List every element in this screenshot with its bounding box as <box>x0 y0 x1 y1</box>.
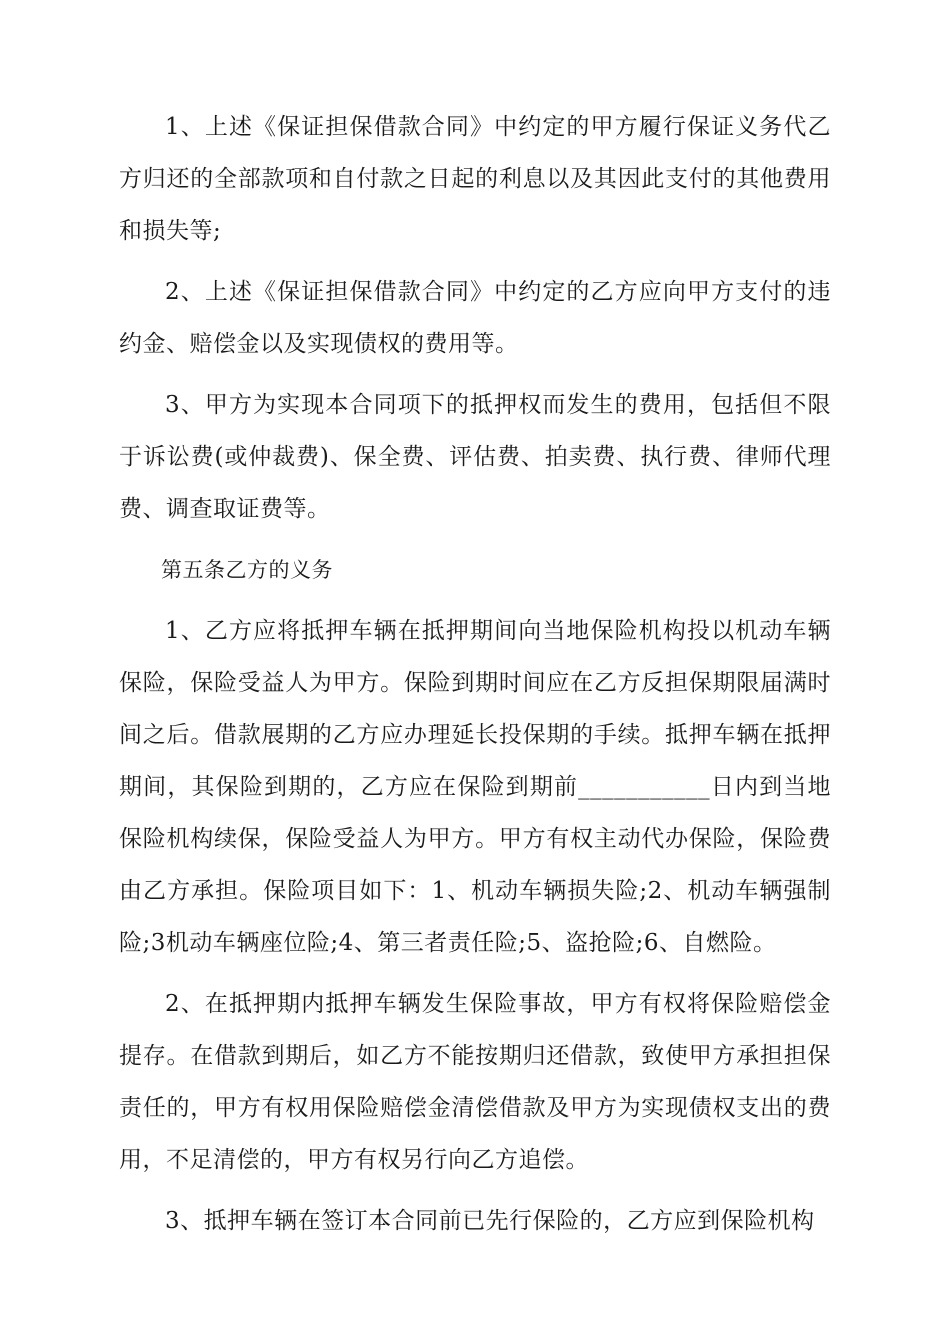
paragraph-clause-1: 1、上述《保证担保借款合同》中约定的甲方履行保证义务代乙方归还的全部款项和自付款之日起的利息以及其因此支付的其他费用和损失等; <box>119 114 831 244</box>
paragraph-article-5-item-1: 1、乙方应将抵押车辆在抵押期间向当地保险机构投以机动车辆保险，保险受益人为甲方。保险到期时间应在乙方反担保期限届满时间之后。借款展期的乙方应办理延长投保期的手续。抵押车辆在抵押期间，其保险到期的，乙方应在保险到期前___________日内到当地保险机构续保，保险受益人为甲方。甲方有权主动代办保险，保险费由乙方承担。保险项目如下：1、机动车辆损失险;2、机动车辆强制险;3机动车辆座位险;4、第三者责任险;5、盗抢险;6、自燃险。 <box>119 618 831 956</box>
section-heading-article-5: 第五条乙方的义务 <box>161 558 333 582</box>
paragraph-clause-2: 2、上述《保证担保借款合同》中约定的乙方应向甲方支付的违约金、赔偿金以及实现债权的费用等。 <box>119 279 831 357</box>
paragraph-clause-3: 3、甲方为实现本合同项下的抵押权而发生的费用，包括但不限于诉讼费(或仲裁费)、保全费、评估费、拍卖费、执行费、律师代理费、调查取证费等。 <box>119 392 831 522</box>
paragraph-article-5-item-3: 3、抵押车辆在签订本合同前已先行保险的，乙方应到保险机构 <box>165 1208 815 1234</box>
paragraph-article-5-item-2: 2、在抵押期内抵押车辆发生保险事故，甲方有权将保险赔偿金提存。在借款到期后，如乙方不能按期归还借款，致使甲方承担担保责任的，甲方有权用保险赔偿金清偿借款及甲方为实现债权支出的费用，不足清偿的，甲方有权另行向乙方追偿。 <box>119 991 831 1173</box>
document-body <box>119 101 831 1256</box>
